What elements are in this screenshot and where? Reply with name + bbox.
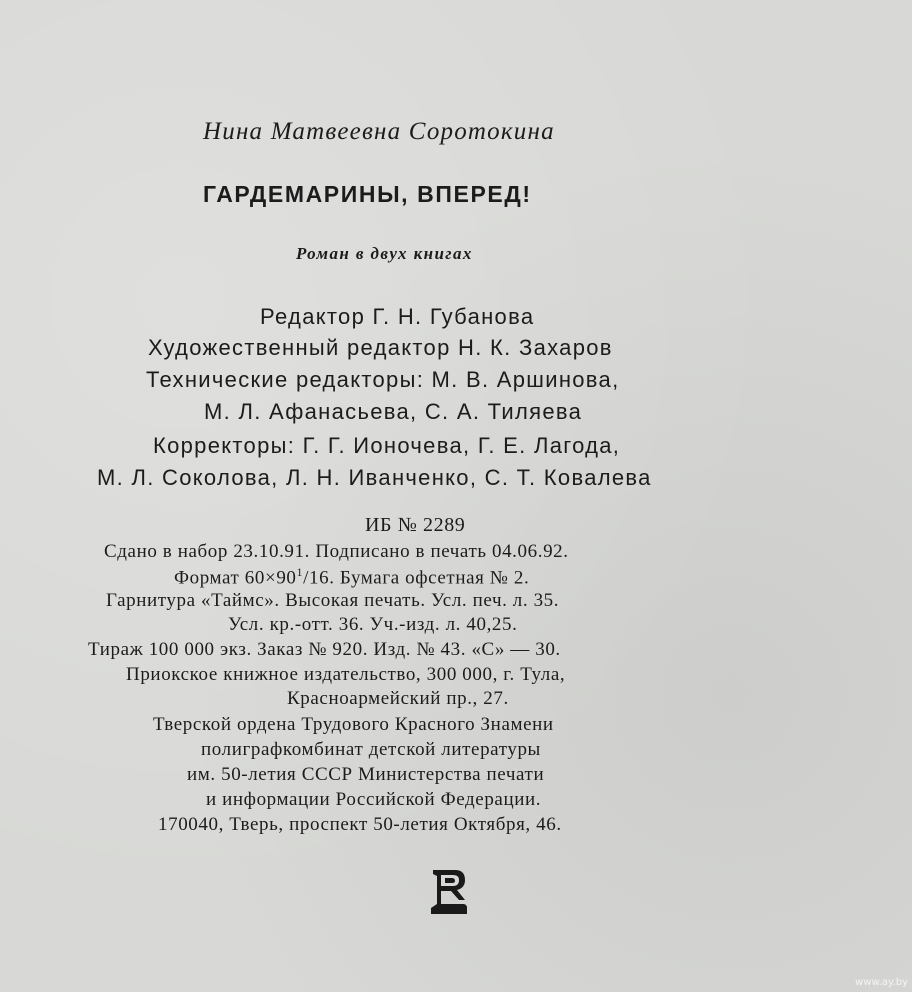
credit-art-editor: Художественный редактор Н. К. Захаров: [148, 335, 613, 360]
book-title: ГАРДЕМАРИНЫ, ВПЕРЕД!: [203, 181, 532, 207]
format-prefix: Формат 60×90: [174, 567, 297, 589]
sheets-line: Усл. кр.-отт. 36. Уч.-изд. л. 40,25.: [228, 614, 518, 635]
printer-line-2: полиграфкомбинат детской литературы: [201, 739, 541, 760]
credit-proofreaders-cont: М. Л. Соколова, Л. Н. Иванченко, С. Т. Ковалева: [97, 465, 652, 490]
submitted-dates: Сдано в набор 23.10.91. Подписано в печать 04.06.92.: [104, 541, 569, 562]
credit-proofreaders: Корректоры: Г. Г. Ионочева, Г. Е. Лагода,: [153, 433, 621, 458]
credit-tech-editors: Технические редакторы: М. В. Аршинова,: [146, 367, 620, 392]
format-line: [174, 566, 529, 587]
format-suffix: /16. Бумага офсетная № 2.: [303, 567, 530, 589]
author-name: Нина Матвеевна Соротокина: [203, 118, 555, 145]
printer-line-1: Тверской ордена Трудового Красного Знамени: [153, 714, 554, 735]
print-run-line: Тираж 100 000 экз. Заказ № 920. Изд. № 43. «С» — 30.: [88, 639, 561, 660]
format-superscript: 1: [296, 565, 304, 579]
printer-line-4: и информации Российской Федерации.: [206, 789, 542, 810]
typeface-line: Гарнитура «Таймс». Высокая печать. Усл. печ. л. 35.: [106, 590, 560, 611]
credit-editor: Редактор Г. Н. Губанова: [260, 304, 535, 329]
ib-number: ИБ № 2289: [365, 514, 466, 536]
credit-tech-editors-cont: М. Л. Афанасьева, С. А. Тиляева: [204, 399, 583, 424]
printer-address: 170040, Тверь, проспект 50-летия Октября, 46.: [158, 814, 562, 835]
book-subtitle: Роман в двух книгах: [296, 244, 473, 263]
publisher-logo-icon: [425, 864, 471, 920]
publisher-line-2: Красноармейский пр., 27.: [287, 688, 509, 709]
publisher-line-1: Приокское книжное издательство, 300 000, г. Тула,: [126, 664, 566, 685]
watermark-text: www.ay.by: [855, 977, 908, 988]
printer-line-3: им. 50-летия СССР Министерства печати: [187, 764, 545, 785]
